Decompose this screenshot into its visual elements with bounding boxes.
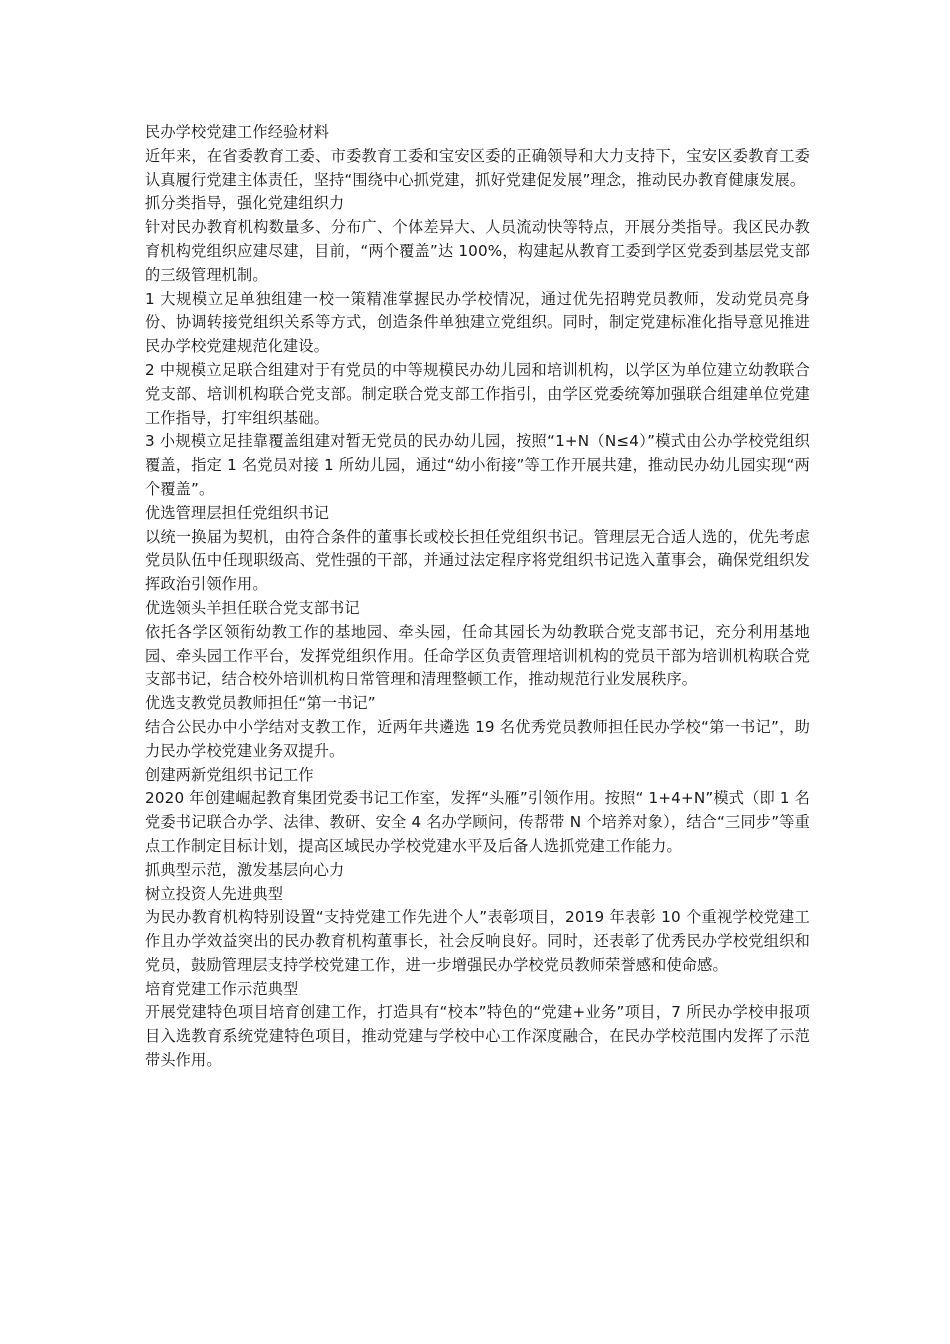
subheading-first-secretary: 优选支教党员教师担任“第一书记” bbox=[145, 694, 376, 713]
document-body bbox=[145, 121, 810, 1073]
subheading-management-secretary: 优选管理层担任党组织书记 bbox=[145, 503, 330, 522]
paragraph-demonstration-model: 开展党建特色项目培育创建工作，打造具有“校本”特色的“党建+业务”项目，7 所民办学校申报项目入选教育系统党建特色项目，推动党建与学校中心工作深度融合，在民办学校范围内发挥了示范带头作用。 bbox=[145, 1003, 810, 1070]
paragraph-intro: 近年来，在省委教育工委、市委教育工委和宝安区委的正确领导和大力支持下，宝安区委教育工委认真履行党建主体责任，坚持“围绕中心抓党建，抓好党建促发展”理念，推动民办教育健康发展。 bbox=[145, 146, 810, 189]
subheading-secretary-studio: 创建两新党组织书记工作 bbox=[145, 765, 314, 784]
paragraph-classification: 针对民办教育机构数量多、分布广、个体差异大、人员流动快等特点，开展分类指导。我区民办教育机构党组织应建尽建，目前，“两个覆盖”达 100%，构建起从教育工委到学区党委到基层党支部的三级管理机制。 bbox=[145, 218, 810, 284]
paragraph-investor-model: 为民办教育机构特别设置“支持党建工作先进个人”表彰项目，2019 年表彰 10 个重视学校党建工作且办学效益突出的民办教育机构董事长，社会反响良好。同时，还表彰了优秀民办学校党组织和党员，鼓励管理层支持学校党建工作，进一步增强民办学校党员教师荣誉感和使命感。 bbox=[145, 908, 810, 974]
document-title: 民办学校党建工作经验材料 bbox=[145, 123, 330, 141]
paragraph-first-secretary: 结合公民办中小学结对支教工作，近两年共遴选 19 名优秀党员教师担任民办学校“第一书记”，助力民办学校党建业务双提升。 bbox=[145, 717, 810, 760]
paragraph-management-secretary: 以统一换届为契机，由符合条件的董事长或校长担任党组织书记。管理层无合适人选的，优先考虑党员队伍中任现职级高、党性强的干部，并通过法定程序将党组织书记选入董事会，确保党组织发挥政治引领作用。 bbox=[145, 527, 810, 594]
subheading-investor-model: 树立投资人先进典型 bbox=[145, 884, 284, 903]
paragraph-small-scale: 3 小规模立足挂靠覆盖组建对暂无党员的民办幼儿园，按照“1+N（N≤4）”模式由公办学校党组织覆盖，指定 1 名党员对接 1 所幼儿园，通过“幼小衔接”等工作开展共建，推动民办幼儿园实现“两个覆盖”。 bbox=[145, 432, 810, 498]
paragraph-secretary-studio: 2020 年创建崛起教育集团党委书记工作室，发挥“头雁”引领作用。按照“ 1+4+N”模式（即 1 名党委书记联合办学、法律、教研、安全 4 名办学顾问，传帮带 N 个培养对象），结合“三同步”等重点工作制定目标计划，提高区域民办学校党建水平及后备人选抓党建工作能力。 bbox=[145, 789, 810, 855]
paragraph-large-scale: 1 大规模立足单独组建一校一策精准掌握民办学校情况，通过优先招聘党员教师，发动党员亮身份、协调转接党组织关系等方式，创造条件单独建立党组织。同时，制定党建标准化指导意见推进民办学校党建规范化建设。 bbox=[145, 289, 810, 356]
section-heading-classification: 抓分类指导，强化党建组织力 bbox=[145, 194, 345, 213]
section-heading-models: 抓典型示范，激发基层向心力 bbox=[145, 860, 345, 879]
paragraph-medium-scale: 2 中规模立足联合组建对于有党员的中等规模民办幼儿园和培训机构，以学区为单位建立幼教联合党支部、培训机构联合党支部。制定联合党支部工作指引，由学区党委统筹加强联合组建单位党建工作指导，打牢组织基础。 bbox=[145, 360, 810, 427]
paragraph-joint-branch-secretary: 依托各学区领衔幼教工作的基地园、牵头园，任命其园长为幼教联合党支部书记，充分利用基地园、牵头园工作平台，发挥党组织作用。任命学区负责管理培训机构的党员干部为培训机构联合党支部书记，结合校外培训机构日常管理和清理整顿工作，推动规范行业发展秩序。 bbox=[145, 622, 810, 689]
subheading-demonstration-model: 培育党建工作示范典型 bbox=[145, 979, 299, 998]
subheading-joint-branch-secretary: 优选领头羊担任联合党支部书记 bbox=[145, 598, 360, 617]
